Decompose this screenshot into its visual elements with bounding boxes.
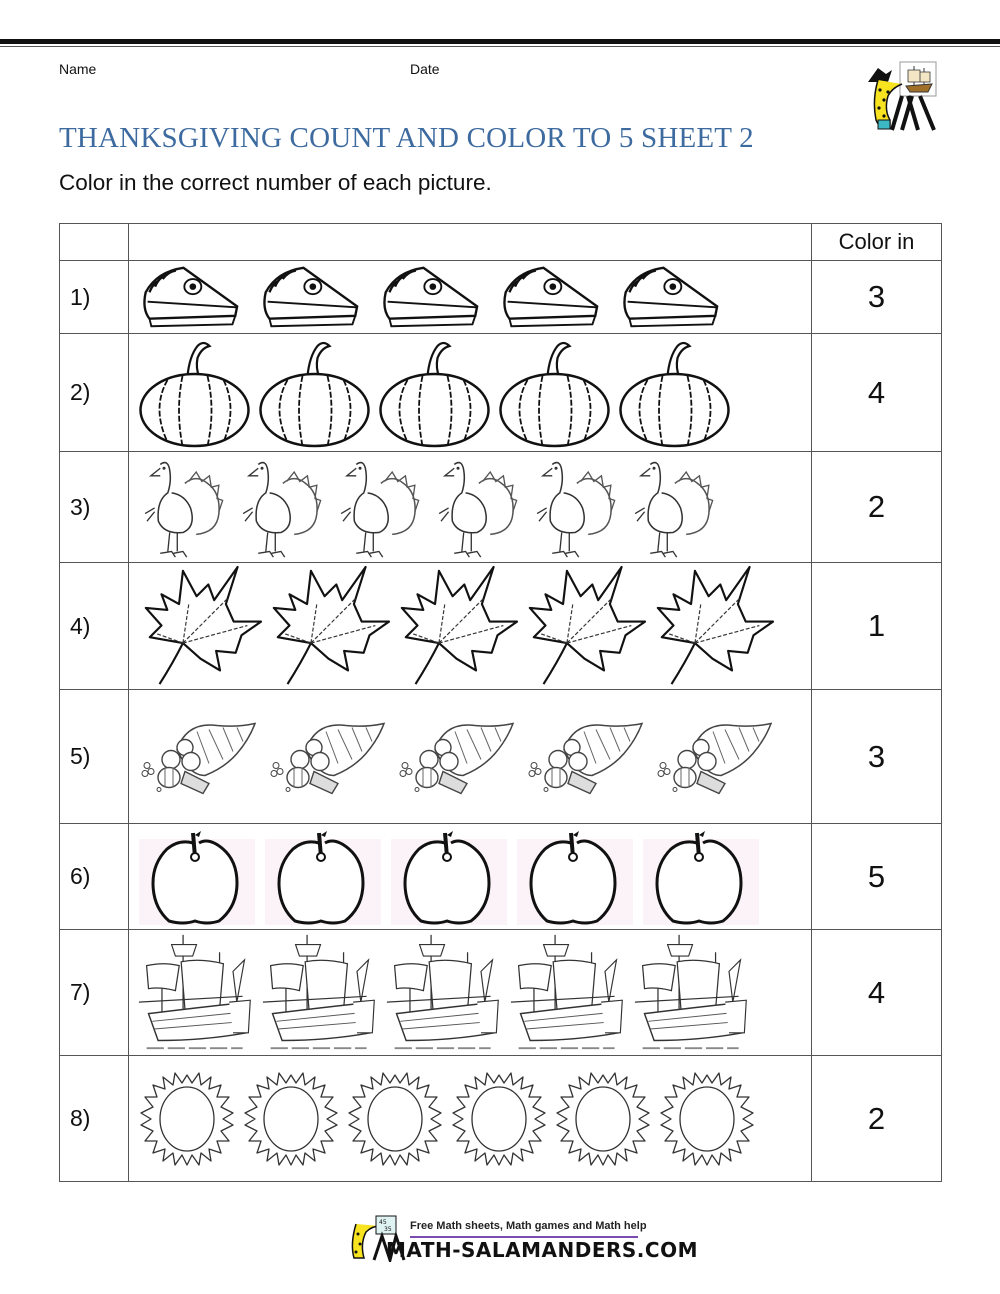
sunflower-icon[interactable] <box>657 1067 757 1171</box>
sailing-ship-icon[interactable] <box>261 932 381 1054</box>
table-row <box>60 824 942 930</box>
pie-slice-icon[interactable] <box>375 264 485 330</box>
pumpkin-icon[interactable] <box>377 338 493 448</box>
row-label: 7) <box>60 930 129 1056</box>
header-rule-thick <box>0 39 1000 44</box>
picture-cell <box>129 1056 812 1182</box>
turkey-icon[interactable] <box>431 455 521 559</box>
turkey-icon[interactable] <box>137 455 227 559</box>
table-row <box>60 334 942 452</box>
cornucopia-icon[interactable] <box>395 719 515 795</box>
row-label: 2) <box>60 334 129 452</box>
maple-leaf-icon[interactable] <box>651 565 775 687</box>
table-row <box>60 930 942 1056</box>
maple-leaf-icon[interactable] <box>139 565 263 687</box>
table-row <box>60 1056 942 1182</box>
picture-cell <box>129 261 812 334</box>
header-pictures-cell <box>129 224 812 261</box>
table-row <box>60 690 942 824</box>
footer-tagline: Free Math sheets, Math games and Math help <box>410 1220 647 1232</box>
sailing-ship-icon[interactable] <box>633 932 753 1054</box>
apple-icon[interactable] <box>137 827 257 927</box>
picture-cell <box>129 563 812 690</box>
turkey-icon[interactable] <box>529 455 619 559</box>
sailing-ship-icon[interactable] <box>385 932 505 1054</box>
color-in-count: 2 <box>812 1056 942 1182</box>
table-header-row <box>60 224 942 261</box>
apple-icon[interactable] <box>515 827 635 927</box>
apple-icon[interactable] <box>263 827 383 927</box>
row-label: 1) <box>60 261 129 334</box>
table-row <box>60 563 942 690</box>
maple-leaf-icon[interactable] <box>395 565 519 687</box>
page-title: THANKSGIVING COUNT AND COLOR TO 5 SHEET 2 <box>59 122 754 154</box>
color-in-count: 4 <box>812 930 942 1056</box>
apple-icon[interactable] <box>389 827 509 927</box>
turkey-icon[interactable] <box>627 455 717 559</box>
maple-leaf-icon[interactable] <box>523 565 647 687</box>
cornucopia-icon[interactable] <box>266 719 386 795</box>
picture-cell <box>129 824 812 930</box>
color-in-count: 4 <box>812 334 942 452</box>
color-in-count: 3 <box>812 690 942 824</box>
count-and-color-table <box>59 223 942 1182</box>
pumpkin-icon[interactable] <box>497 338 613 448</box>
row-label: 6) <box>60 824 129 930</box>
instructions: Color in the correct number of each picture. <box>59 170 492 195</box>
picture-cell <box>129 452 812 563</box>
name-label: Name <box>59 61 97 77</box>
salamander-pilgrim-logo-icon <box>862 60 942 132</box>
sunflower-icon[interactable] <box>553 1067 653 1171</box>
apple-icon[interactable] <box>641 827 761 927</box>
pumpkin-icon[interactable] <box>257 338 373 448</box>
row-label: 5) <box>60 690 129 824</box>
row-label: 4) <box>60 563 129 690</box>
header-rule-thin <box>0 46 1000 47</box>
color-in-count: 1 <box>812 563 942 690</box>
maple-leaf-icon[interactable] <box>267 565 391 687</box>
color-in-count: 3 <box>812 261 942 334</box>
row-label: 8) <box>60 1056 129 1182</box>
sunflower-icon[interactable] <box>449 1067 549 1171</box>
header-number-cell <box>60 224 129 261</box>
table-row <box>60 261 942 334</box>
cornucopia-icon[interactable] <box>524 719 644 795</box>
cornucopia-icon[interactable] <box>653 719 773 795</box>
turkey-icon[interactable] <box>333 455 423 559</box>
pie-slice-icon[interactable] <box>135 264 245 330</box>
pie-slice-icon[interactable] <box>255 264 365 330</box>
pumpkin-icon[interactable] <box>617 338 733 448</box>
color-in-count: 2 <box>812 452 942 563</box>
turkey-icon[interactable] <box>235 455 325 559</box>
sunflower-icon[interactable] <box>137 1067 237 1171</box>
sunflower-icon[interactable] <box>241 1067 341 1171</box>
date-label: Date <box>410 61 440 77</box>
footer-branding <box>346 1214 698 1264</box>
table-row <box>60 452 942 563</box>
pumpkin-icon[interactable] <box>137 338 253 448</box>
picture-cell <box>129 930 812 1056</box>
footer-site-name[interactable]: MATH-SALAMANDERS.COM <box>386 1238 698 1262</box>
sailing-ship-icon[interactable] <box>137 932 257 1054</box>
pie-slice-icon[interactable] <box>615 264 725 330</box>
row-label: 3) <box>60 452 129 563</box>
pie-slice-icon[interactable] <box>495 264 605 330</box>
header-color-in-cell: Color in <box>812 224 942 261</box>
picture-cell <box>129 690 812 824</box>
color-in-count: 5 <box>812 824 942 930</box>
sailing-ship-icon[interactable] <box>509 932 629 1054</box>
cornucopia-icon[interactable] <box>137 719 257 795</box>
picture-cell <box>129 334 812 452</box>
sunflower-icon[interactable] <box>345 1067 445 1171</box>
